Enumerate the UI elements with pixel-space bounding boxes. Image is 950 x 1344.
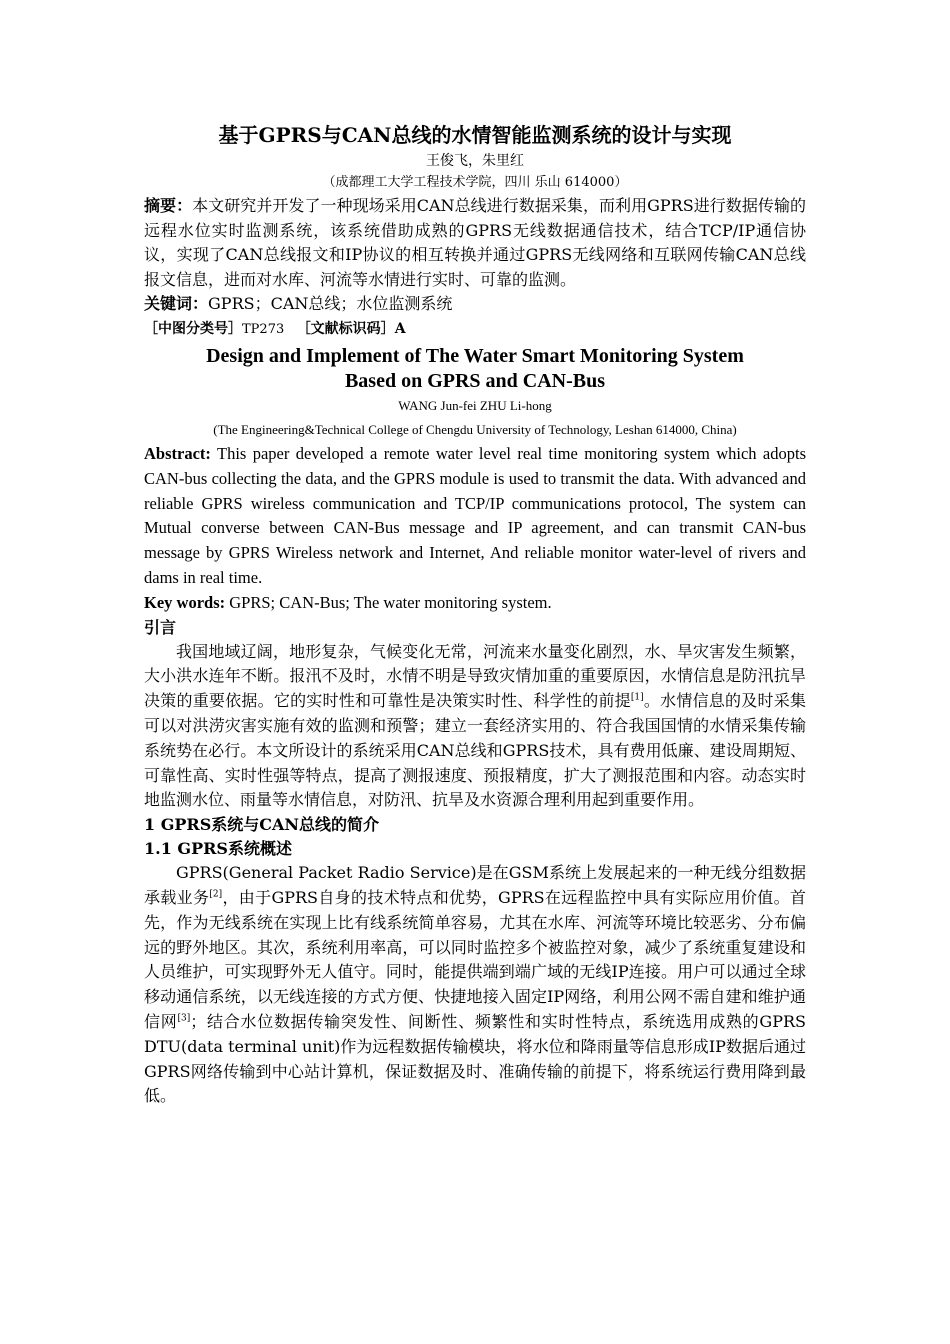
keywords-cn-text: GPRS；CAN总线；水位监测系统 [208, 294, 453, 314]
classification-line [144, 317, 806, 342]
paper-title-cn: 基于GPRS与CAN总线的水情智能监测系统的设计与实现 [218, 123, 732, 147]
gprs-text-c: ；结合水位数据传输突发性、间断性、频繁性和实时性特点，系统选用成熟的GPRS DTU(data terminal unit)作为远程数据传输模块，将水位和降雨量等信息形成IP数据后通过GPRS网络传输到中心站计算机，保证数据及时、准确传输的前提下，将系统运行费用降到最低。 [144, 1011, 806, 1106]
authors-en: WANG Jun-fei ZHU Li-hong [398, 397, 552, 413]
clc-label: ［中图分类号］ [144, 320, 242, 337]
affiliation-en: (The Engineering&Technical College of Chengdu University of Technology, Leshan 614000, China) [213, 421, 737, 437]
paper-title-en-line1: Design and Implement of The Water Smart Monitoring System [206, 344, 744, 367]
keywords-en-label: Key words: [144, 592, 226, 612]
paper-title-en [144, 344, 806, 394]
clc-value: TP273 [242, 321, 285, 337]
keywords-cn [144, 292, 806, 317]
affiliation-cn: （成都理工大学工程技术学院，四川 乐山 614000） [322, 175, 628, 190]
abstract-cn-label: 摘要： [144, 196, 193, 215]
intro-heading: 引言 [144, 617, 177, 637]
doc-code-value: A [394, 320, 406, 337]
intro-text-b: 。水情信息的及时采集可以对洪涝灾害实施有效的监测和预警；建立一套经济实用的、符合我国国情的水情采集传输系统势在必行。本文所设计的系统采用CAN总线和GPRS技术，具有费用低廉、建设周期短、可靠性高、实时性强等特点，提高了测报速度、预报精度，扩大了测报范围和内容。动态实时地监测水位、雨量等水情信息，对防汛、抗旱及水资源合理利用起到重要作用。 [144, 691, 806, 810]
section-1-1-heading: 1.1 GPRS系统概述 [144, 839, 292, 859]
gprs-text-a: GPRS(General Packet Radio Service)是在GSM系统上发展起来的一种无线分组数据承载业务 [144, 863, 806, 907]
abstract-en-text: This paper developed a remote water level real time monitoring system which adopts CAN-bus collecting the data, and the GPRS module is used to transmit the data. With advanced and reliable GPRS wireless communication and TCP/IP communications protocol, The system can Mutual converse between CAN-Bus message and IP agreement, and can transmit CAN-bus message by GPRS Wireless network and Internet, And reliable monitor water-level of rivers and dams in real time. [144, 443, 806, 587]
intro-paragraph [144, 640, 806, 814]
keywords-cn-label: 关键词： [144, 294, 209, 314]
abstract-cn-text: 本文研究并开发了一种现场采用CAN总线进行数据采集，而利用GPRS进行数据传输的远程水位实时监测系统，该系统借助成熟的GPRS无线数据通信技术，结合TCP/IP通信协议，实现了CAN总线报文和IP协议的相互转换并通过GPRS无线网络和互联网传输CAN总线报文信息，进而对水库、河流等水情进行实时、可靠的监测。 [144, 196, 806, 289]
section-1-heading: 1 GPRS系统与CAN总线的简介 [144, 815, 380, 835]
keywords-en-text: GPRS; CAN-Bus; The water monitoring system. [225, 592, 552, 612]
abstract-en [144, 442, 806, 591]
section-1-1-paragraph [144, 861, 806, 1109]
intro-text-a: 我国地域辽阔，地形复杂，气候变化无常，河流来水量变化剧烈，水、旱灾害发生频繁，大小洪水连年不断。报汛不及时，水情不明是导致灾情加重的重要原因，水情信息是防汛抗旱决策的重要依据。它的实时性和可靠性是决策实时性、科学性的前提 [144, 641, 806, 711]
citation-2: [2] [209, 889, 223, 900]
keywords-en [144, 591, 806, 616]
paper-page [144, 120, 806, 1109]
doc-code-label: ［文献标识码］ [296, 320, 395, 337]
authors-cn: 王俊飞，朱里红 [426, 153, 524, 169]
abstract-cn [144, 194, 806, 292]
citation-3: [3] [177, 1013, 191, 1024]
abstract-en-label: Abstract: [144, 443, 211, 463]
citation-1: [1] [630, 692, 644, 703]
gprs-text-b: ，由于GPRS自身的技术特点和优势，GPRS在远程监控中具有实际应用价值。首先，作为无线系统在实现上比有线系统简单容易，尤其在水库、河流等环境比较恶劣、分布偏远的野外地区。其次，系统利用率高，可以同时监控多个被监控对象，减少了系统重复建设和人员维护，可实现野外无人值守。同时，能提供端到端广域的无线IP连接。用户可以通过全球移动通信系统，以无线连接的方式方便、快捷地接入固定IP网络，利用公网不需自建和维护通信网 [144, 887, 806, 1031]
paper-title-en-line2: Based on GPRS and CAN-Bus [344, 369, 606, 392]
